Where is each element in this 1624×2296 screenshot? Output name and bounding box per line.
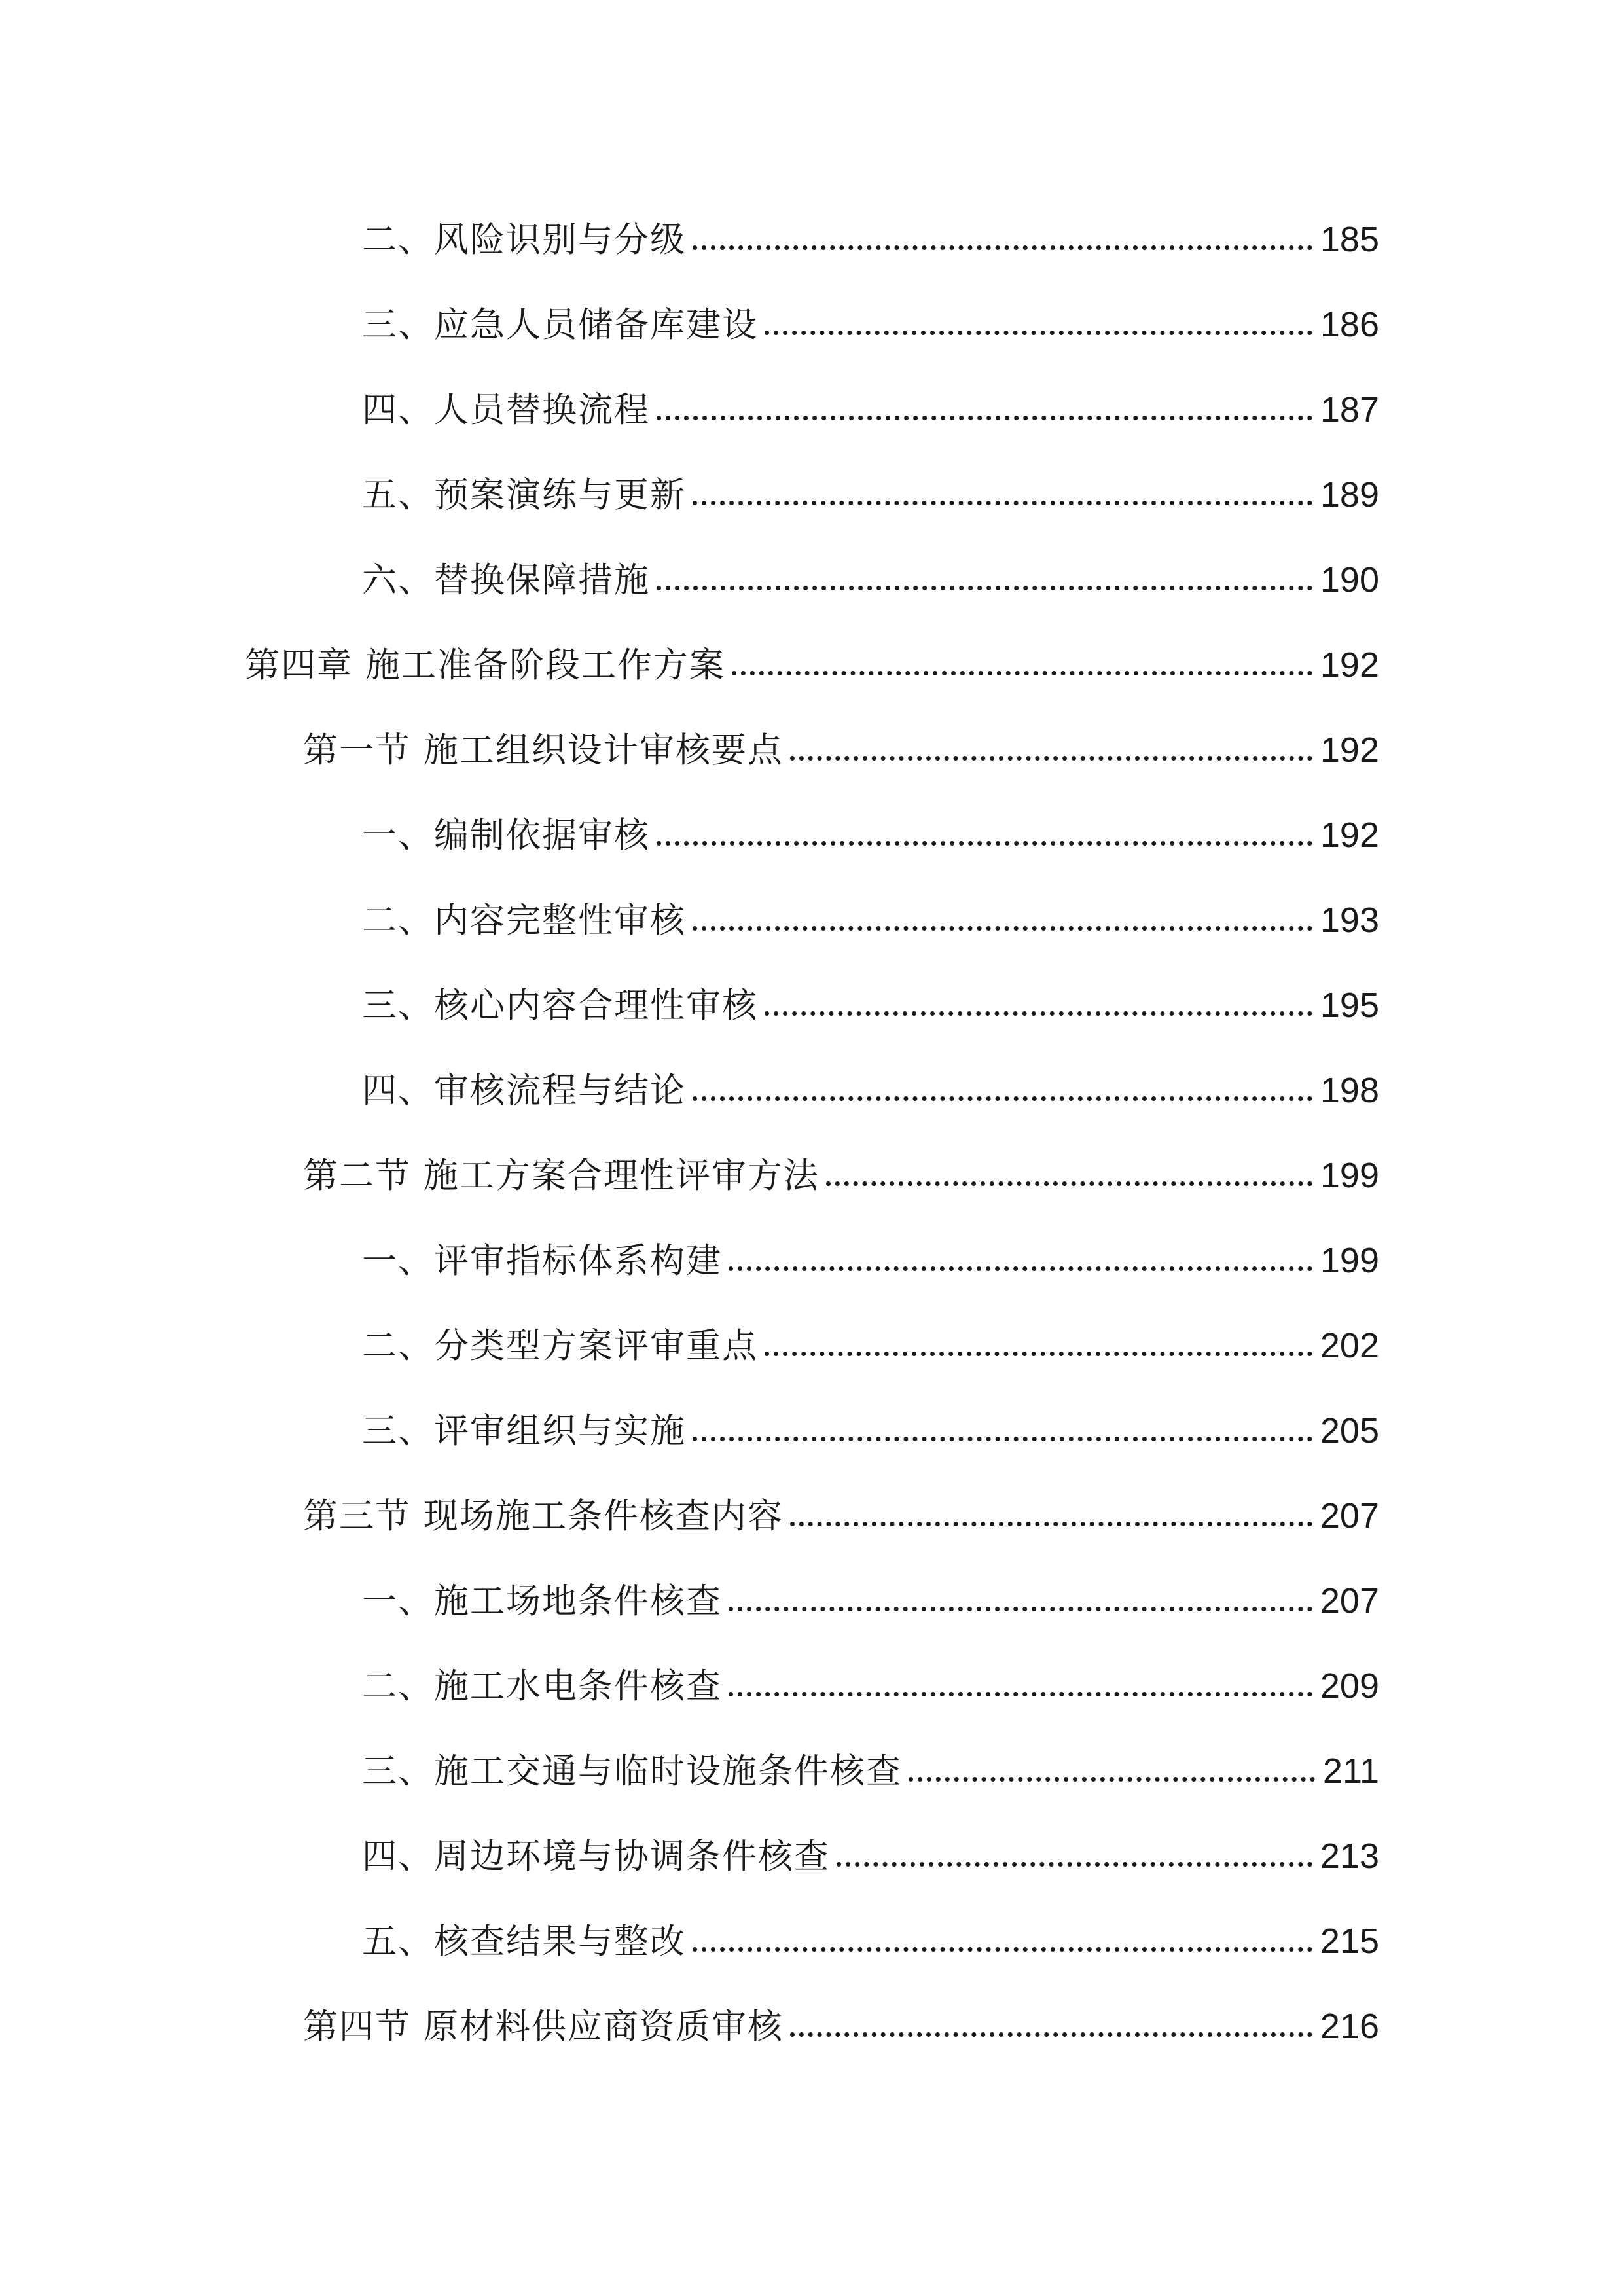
toc-entry-page: 198 [1320,1071,1379,1110]
toc-entry-title: 五、预案演练与更新 [362,475,686,515]
toc-entry-title: 第四章 施工准备阶段工作方案 [245,645,725,685]
toc-entry[interactable] [362,1558,1379,1643]
toc-entry-page: 186 [1320,305,1379,344]
toc-entry-title: 四、周边环境与协调条件核查 [362,1836,830,1876]
toc-dot-leader [693,1096,1312,1101]
toc-entry-page: 189 [1320,475,1379,514]
toc-dot-leader [765,1352,1312,1356]
toc-entry-page: 216 [1320,2007,1379,2046]
toc-dot-leader [765,1011,1312,1016]
toc-dot-leader [693,501,1312,505]
toc-entry[interactable] [362,1899,1379,1984]
toc-entry[interactable] [362,1814,1379,1899]
toc-entry-page: 190 [1320,560,1379,600]
toc-entry-title: 第一节 施工组织设计审核要点 [303,730,784,770]
toc-entry-page: 192 [1320,730,1379,770]
toc-dot-leader [909,1777,1315,1782]
toc-entry-page: 209 [1320,1666,1379,1706]
toc-entry-page: 193 [1320,901,1379,940]
toc-dot-leader [826,1181,1312,1186]
toc-dot-leader [693,1437,1312,1441]
toc-entry[interactable] [362,1048,1379,1133]
toc-dot-leader [693,245,1312,250]
toc-entry-title: 第二节 施工方案合理性评审方法 [303,1155,820,1196]
toc-entry[interactable] [362,452,1379,537]
toc-dot-leader [729,1266,1312,1271]
toc-entry-title: 二、施工水电条件核查 [362,1666,722,1706]
toc-entry-title: 第三节 现场施工条件核查内容 [303,1496,784,1536]
toc-entry-title: 一、编制依据审核 [362,815,650,855]
toc-entry[interactable] [362,282,1379,367]
toc-entry[interactable] [362,197,1379,282]
toc-entry-title: 三、评审组织与实施 [362,1410,686,1451]
toc-entry-page: 202 [1320,1326,1379,1365]
toc-dot-leader [790,756,1312,761]
toc-entry[interactable] [362,878,1379,963]
toc-entry-page: 213 [1320,1837,1379,1876]
toc-entry-section[interactable] [303,1473,1379,1558]
toc-entry-title: 四、审核流程与结论 [362,1070,686,1111]
toc-entry-title: 二、风险识别与分级 [362,219,686,260]
toc-entry-page: 211 [1322,1751,1379,1791]
toc-dot-leader [657,416,1312,420]
toc-entry[interactable] [362,537,1379,622]
toc-entry-page: 199 [1320,1156,1379,1195]
toc-dot-leader [693,926,1312,931]
toc-entry-title: 一、施工场地条件核查 [362,1581,722,1621]
toc-entry-title: 一、评审指标体系构建 [362,1240,722,1281]
toc-entry-page: 207 [1320,1581,1379,1621]
toc-dot-leader [765,331,1312,335]
toc-entry-title: 六、替换保障措施 [362,560,650,600]
toc-entry[interactable] [362,963,1379,1048]
toc-entry-title: 三、应急人员储备库建设 [362,304,758,345]
toc-entry-title: 第四节 原材料供应商资质审核 [303,2006,784,2047]
toc-dot-leader [790,1522,1312,1526]
toc-entry[interactable] [362,1218,1379,1303]
toc-entry-section[interactable] [303,1984,1379,2069]
toc-entry-title: 四、人员替换流程 [362,389,650,430]
toc-entry-page: 215 [1320,1922,1379,1961]
toc-entry-page: 207 [1320,1496,1379,1535]
toc-entry[interactable] [362,1729,1379,1814]
toc-entry[interactable] [362,1303,1379,1388]
toc-dot-leader [732,671,1312,675]
toc-entry-title: 五、核查结果与整改 [362,1921,686,1962]
toc-dot-leader [790,2032,1312,2037]
toc-entry-title: 二、分类型方案评审重点 [362,1325,758,1366]
toc-entry[interactable] [362,1388,1379,1473]
toc-entry[interactable] [362,793,1379,878]
toc-entry-section[interactable] [303,1133,1379,1218]
toc-dot-leader [729,1692,1312,1696]
toc-entry-page: 195 [1320,986,1379,1025]
toc-dot-leader [657,586,1312,590]
toc-entry-title: 二、内容完整性审核 [362,900,686,941]
toc-entry-page: 192 [1320,816,1379,855]
toc-entry-page: 199 [1320,1241,1379,1280]
toc-entry-page: 185 [1320,220,1379,259]
toc-dot-leader [657,841,1312,846]
toc-entry[interactable] [362,367,1379,452]
toc-dot-leader [693,1947,1312,1952]
toc-entry-title: 三、施工交通与临时设施条件核查 [362,1751,902,1791]
toc-dot-leader [729,1607,1312,1611]
toc-entry-page: 192 [1320,645,1379,685]
toc-entry[interactable] [362,1643,1379,1729]
toc-entry-section[interactable] [303,708,1379,793]
toc-entry-chapter[interactable] [245,622,1379,708]
toc-dot-leader [837,1862,1312,1867]
toc-entry-title: 三、核心内容合理性审核 [362,985,758,1026]
toc-entry-page: 187 [1320,390,1379,429]
toc-entry-page: 205 [1320,1411,1379,1450]
